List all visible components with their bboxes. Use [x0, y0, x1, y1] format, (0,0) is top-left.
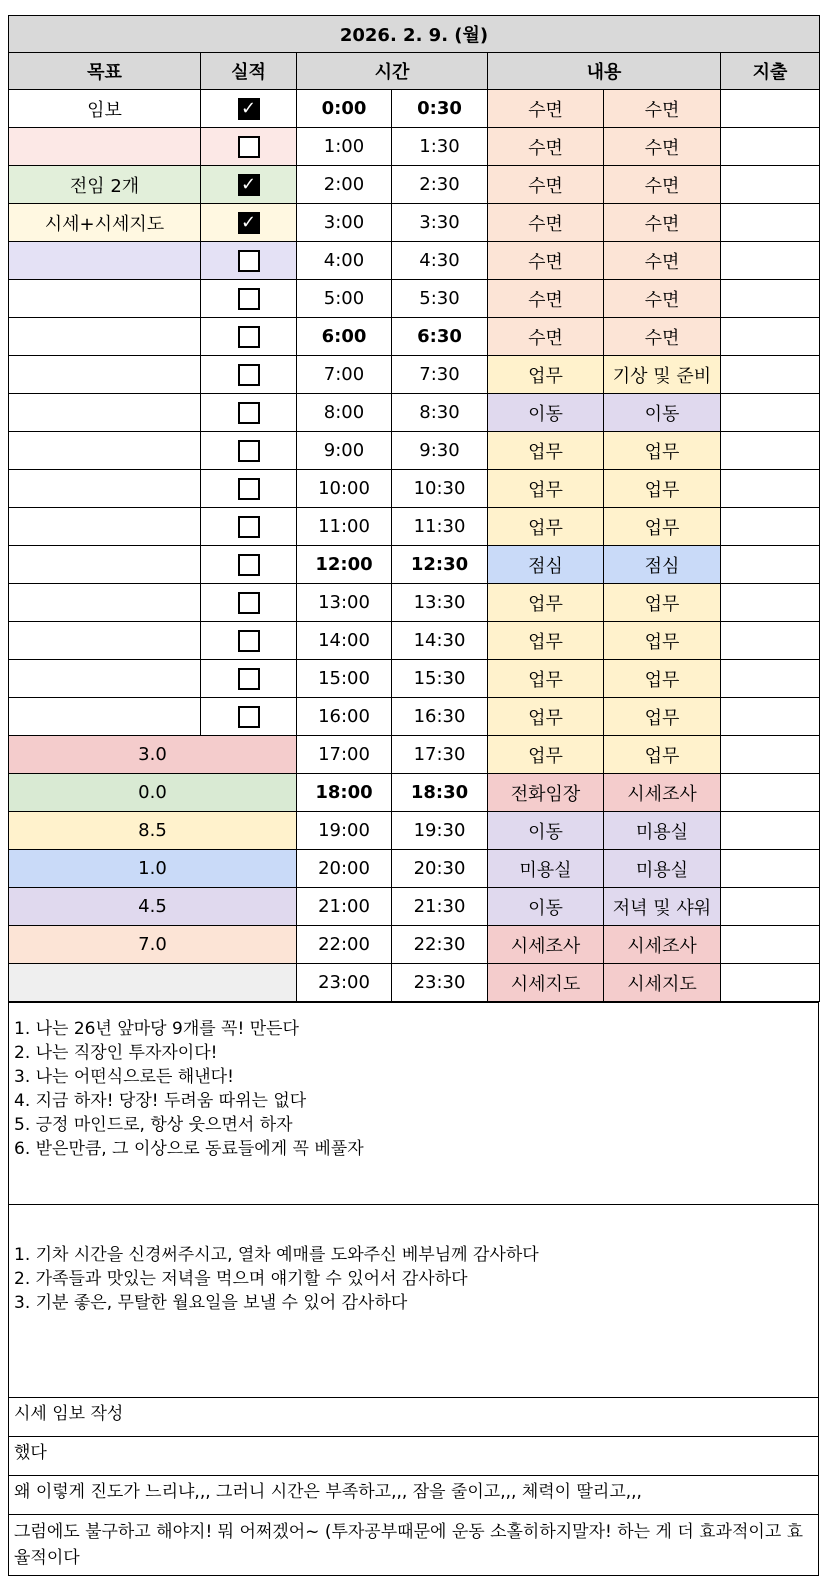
result-cell	[201, 356, 297, 394]
start-time: 13:00	[297, 584, 392, 622]
goal-cell: 시세+시세지도	[9, 204, 201, 242]
expense-cell	[721, 926, 820, 964]
result-cell	[201, 622, 297, 660]
unchecked-checkbox[interactable]	[238, 440, 260, 462]
content-first-half: 수면	[488, 318, 604, 356]
half-time: 14:30	[392, 622, 488, 660]
start-time: 3:00	[297, 204, 392, 242]
content-first-half: 업무	[488, 508, 604, 546]
expense-cell	[721, 470, 820, 508]
reflection-note: 왜 이렇게 진도가 느리냐,,, 그러니 시간은 부족하고,,, 잠을 줄이고,,, 체력이 딸리고,,,	[9, 1476, 819, 1515]
content-first-half: 수면	[488, 128, 604, 166]
result-cell	[201, 432, 297, 470]
goal-cell	[9, 432, 201, 470]
start-time: 8:00	[297, 394, 392, 432]
half-time: 4:30	[392, 242, 488, 280]
start-time: 5:00	[297, 280, 392, 318]
goal-cell	[9, 318, 201, 356]
content-first-half: 시세조사	[488, 926, 604, 964]
content-second-half: 업무	[604, 470, 721, 508]
content-first-half: 점심	[488, 546, 604, 584]
unchecked-checkbox[interactable]	[238, 516, 260, 538]
gratitude-list	[14, 1243, 813, 1315]
summary-hours: 4.5	[9, 888, 297, 926]
half-time: 17:30	[392, 736, 488, 774]
schedule-row	[9, 204, 820, 242]
affirmation-item: 4. 지금 하자! 당장! 두려움 따위는 없다	[14, 1091, 307, 1111]
start-time: 19:00	[297, 812, 392, 850]
affirmation-item: 5. 긍정 마인드로, 항상 웃으면서 하자	[14, 1115, 293, 1135]
expense-cell	[721, 584, 820, 622]
half-time: 22:30	[392, 926, 488, 964]
start-time: 17:00	[297, 736, 392, 774]
done-note: 했다	[9, 1437, 819, 1476]
schedule-row	[9, 432, 820, 470]
content-first-half: 수면	[488, 166, 604, 204]
content-first-half: 업무	[488, 736, 604, 774]
expense-cell	[721, 204, 820, 242]
goal-cell: 임보	[9, 90, 201, 128]
content-second-half: 시세조사	[604, 774, 721, 812]
schedule-row	[9, 660, 820, 698]
unchecked-checkbox[interactable]	[238, 288, 260, 310]
half-time: 3:30	[392, 204, 488, 242]
start-time: 18:00	[297, 774, 392, 812]
content-second-half: 업무	[604, 584, 721, 622]
schedule-row	[9, 888, 820, 926]
start-time: 15:00	[297, 660, 392, 698]
half-time: 21:30	[392, 888, 488, 926]
unchecked-checkbox[interactable]	[238, 478, 260, 500]
half-time: 15:30	[392, 660, 488, 698]
schedule-row	[9, 508, 820, 546]
content-second-half: 업무	[604, 736, 721, 774]
expense-cell	[721, 660, 820, 698]
expense-cell	[721, 964, 820, 1002]
result-cell	[201, 242, 297, 280]
expense-cell	[721, 546, 820, 584]
start-time: 22:00	[297, 926, 392, 964]
result-cell	[201, 394, 297, 432]
content-first-half: 수면	[488, 242, 604, 280]
half-time: 5:30	[392, 280, 488, 318]
notes-table	[8, 1002, 819, 1576]
expense-cell	[721, 394, 820, 432]
content-second-half: 업무	[604, 508, 721, 546]
affirmation-item: 3. 나는 어떤식으로든 해낸다!	[14, 1067, 234, 1087]
affirmation-item: 2. 나는 직장인 투자자이다!	[14, 1043, 218, 1063]
result-cell	[201, 546, 297, 584]
expense-cell	[721, 128, 820, 166]
gratitude-item: 3. 기분 좋은, 무탈한 월요일을 보낼 수 있어 감사하다	[14, 1293, 408, 1313]
expense-cell	[721, 698, 820, 736]
start-time: 4:00	[297, 242, 392, 280]
expense-cell	[721, 280, 820, 318]
start-time: 20:00	[297, 850, 392, 888]
half-time: 1:30	[392, 128, 488, 166]
start-time: 7:00	[297, 356, 392, 394]
content-second-half: 기상 및 준비	[604, 356, 721, 394]
content-second-half: 수면	[604, 128, 721, 166]
schedule-row	[9, 774, 820, 812]
schedule-row	[9, 242, 820, 280]
affirmations-list	[14, 1017, 813, 1161]
summary-hours: 8.5	[9, 812, 297, 850]
goal-cell	[9, 280, 201, 318]
expense-cell	[721, 812, 820, 850]
content-first-half: 업무	[488, 622, 604, 660]
schedule-table	[8, 15, 820, 1002]
summary-hours	[9, 964, 297, 1002]
content-second-half: 미용실	[604, 812, 721, 850]
task-note: 시세 임보 작성	[9, 1398, 819, 1437]
start-time: 9:00	[297, 432, 392, 470]
goal-cell	[9, 128, 201, 166]
content-second-half: 업무	[604, 660, 721, 698]
expense-cell	[721, 850, 820, 888]
half-time: 16:30	[392, 698, 488, 736]
content-first-half: 미용실	[488, 850, 604, 888]
gratitude-cell	[9, 1205, 819, 1398]
daily-planner-sheet	[8, 15, 819, 1576]
content-first-half: 업무	[488, 356, 604, 394]
date-title: 2026. 2. 9. (월)	[9, 16, 820, 53]
gratitude-item: 2. 가족들과 맛있는 저녁을 먹으며 얘기할 수 있어서 감사하다	[14, 1269, 468, 1289]
goal-cell	[9, 546, 201, 584]
start-time: 14:00	[297, 622, 392, 660]
expense-cell	[721, 774, 820, 812]
goal-cell	[9, 470, 201, 508]
content-second-half: 수면	[604, 166, 721, 204]
schedule-row	[9, 546, 820, 584]
summary-hours: 3.0	[9, 736, 297, 774]
checked-checkbox[interactable]: ✓	[238, 212, 260, 234]
start-time: 6:00	[297, 318, 392, 356]
expense-cell	[721, 242, 820, 280]
half-time: 8:30	[392, 394, 488, 432]
expense-cell	[721, 508, 820, 546]
goal-cell	[9, 698, 201, 736]
content-second-half: 수면	[604, 242, 721, 280]
half-time: 12:30	[392, 546, 488, 584]
goal-cell: 전임 2개	[9, 166, 201, 204]
content-first-half: 이동	[488, 812, 604, 850]
half-time: 10:30	[392, 470, 488, 508]
expense-cell	[721, 736, 820, 774]
start-time: 21:00	[297, 888, 392, 926]
content-first-half: 업무	[488, 432, 604, 470]
result-cell	[201, 280, 297, 318]
content-first-half: 업무	[488, 584, 604, 622]
content-second-half: 수면	[604, 280, 721, 318]
schedule-row	[9, 850, 820, 888]
schedule-row	[9, 698, 820, 736]
unchecked-checkbox[interactable]	[238, 250, 260, 272]
half-time: 0:30	[392, 90, 488, 128]
half-time: 7:30	[392, 356, 488, 394]
half-time: 9:30	[392, 432, 488, 470]
unchecked-checkbox[interactable]	[238, 402, 260, 424]
affirmations-cell	[9, 1003, 819, 1205]
affirmation-item: 6. 받은만큼, 그 이상으로 동료들에게 꼭 베풀자	[14, 1139, 364, 1159]
content-second-half: 저녁 및 샤워	[604, 888, 721, 926]
result-cell	[201, 318, 297, 356]
expense-cell	[721, 432, 820, 470]
gratitude-item: 1. 기차 시간을 신경써주시고, 열차 예매를 도와주신 베부님께 감사하다	[14, 1245, 539, 1265]
schedule-row	[9, 128, 820, 166]
unchecked-checkbox[interactable]	[238, 364, 260, 386]
expense-cell	[721, 888, 820, 926]
result-cell	[201, 166, 297, 204]
content-first-half: 수면	[488, 280, 604, 318]
schedule-row	[9, 736, 820, 774]
half-time: 13:30	[392, 584, 488, 622]
affirmation-item: 1. 나는 26년 앞마당 9개를 꼭! 만든다	[14, 1019, 299, 1039]
summary-hours: 1.0	[9, 850, 297, 888]
schedule-row	[9, 926, 820, 964]
schedule-row	[9, 964, 820, 1002]
date-row	[9, 16, 820, 53]
start-time: 12:00	[297, 546, 392, 584]
half-time: 20:30	[392, 850, 488, 888]
start-time: 23:00	[297, 964, 392, 1002]
content-second-half: 수면	[604, 204, 721, 242]
start-time: 2:00	[297, 166, 392, 204]
result-cell	[201, 470, 297, 508]
schedule-row	[9, 280, 820, 318]
half-time: 19:30	[392, 812, 488, 850]
result-cell	[201, 90, 297, 128]
unchecked-checkbox[interactable]	[238, 706, 260, 728]
half-time: 18:30	[392, 774, 488, 812]
result-cell	[201, 508, 297, 546]
content-second-half: 업무	[604, 622, 721, 660]
unchecked-checkbox[interactable]	[238, 668, 260, 690]
content-second-half: 시세조사	[604, 926, 721, 964]
summary-hours: 0.0	[9, 774, 297, 812]
half-time: 11:30	[392, 508, 488, 546]
goal-cell	[9, 242, 201, 280]
expense-cell	[721, 622, 820, 660]
content-first-half: 전화임장	[488, 774, 604, 812]
start-time: 10:00	[297, 470, 392, 508]
goal-header: 목표	[9, 53, 201, 90]
content-first-half: 업무	[488, 470, 604, 508]
summary-hours: 7.0	[9, 926, 297, 964]
result-cell	[201, 660, 297, 698]
half-time: 2:30	[392, 166, 488, 204]
result-header: 실적	[201, 53, 297, 90]
goal-cell	[9, 660, 201, 698]
expense-cell	[721, 318, 820, 356]
half-time: 6:30	[392, 318, 488, 356]
goal-cell	[9, 584, 201, 622]
content-first-half: 이동	[488, 394, 604, 432]
schedule-row	[9, 812, 820, 850]
content-second-half: 점심	[604, 546, 721, 584]
goal-cell	[9, 394, 201, 432]
expense-header: 지출	[721, 53, 820, 90]
expense-cell	[721, 166, 820, 204]
content-second-half: 미용실	[604, 850, 721, 888]
start-time: 11:00	[297, 508, 392, 546]
time-header: 시간	[297, 53, 488, 90]
content-second-half: 업무	[604, 432, 721, 470]
expense-cell	[721, 90, 820, 128]
checked-checkbox[interactable]: ✓	[238, 98, 260, 120]
content-first-half: 업무	[488, 698, 604, 736]
schedule-row	[9, 584, 820, 622]
start-time: 0:00	[297, 90, 392, 128]
half-time: 23:30	[392, 964, 488, 1002]
unchecked-checkbox[interactable]	[238, 554, 260, 576]
schedule-row	[9, 394, 820, 432]
content-second-half: 이동	[604, 394, 721, 432]
content-first-half: 시세지도	[488, 964, 604, 1002]
unchecked-checkbox[interactable]	[238, 630, 260, 652]
schedule-row	[9, 90, 820, 128]
start-time: 16:00	[297, 698, 392, 736]
result-cell	[201, 204, 297, 242]
content-second-half: 수면	[604, 318, 721, 356]
schedule-row	[9, 318, 820, 356]
content-first-half: 이동	[488, 888, 604, 926]
unchecked-checkbox[interactable]	[238, 136, 260, 158]
content-first-half: 수면	[488, 204, 604, 242]
result-cell	[201, 584, 297, 622]
goal-cell	[9, 622, 201, 660]
result-cell	[201, 128, 297, 166]
goal-cell	[9, 356, 201, 394]
content-first-half: 수면	[488, 90, 604, 128]
content-first-half: 업무	[488, 660, 604, 698]
header-row	[9, 53, 820, 90]
content-second-half: 시세지도	[604, 964, 721, 1002]
content-second-half: 수면	[604, 90, 721, 128]
schedule-row	[9, 356, 820, 394]
unchecked-checkbox[interactable]	[238, 592, 260, 614]
result-cell	[201, 698, 297, 736]
goal-cell	[9, 508, 201, 546]
schedule-row	[9, 622, 820, 660]
content-header: 내용	[488, 53, 721, 90]
start-time: 1:00	[297, 128, 392, 166]
expense-cell	[721, 356, 820, 394]
content-second-half: 업무	[604, 698, 721, 736]
schedule-row	[9, 166, 820, 204]
checked-checkbox[interactable]: ✓	[238, 174, 260, 196]
schedule-row	[9, 470, 820, 508]
resolution-note: 그럼에도 불구하고 해야지! 뭐 어쩌겠어~ (투자공부때문에 운동 소홀히하지말자! 하는 게 더 효과적이고 효율적이다	[9, 1515, 819, 1576]
unchecked-checkbox[interactable]	[238, 326, 260, 348]
